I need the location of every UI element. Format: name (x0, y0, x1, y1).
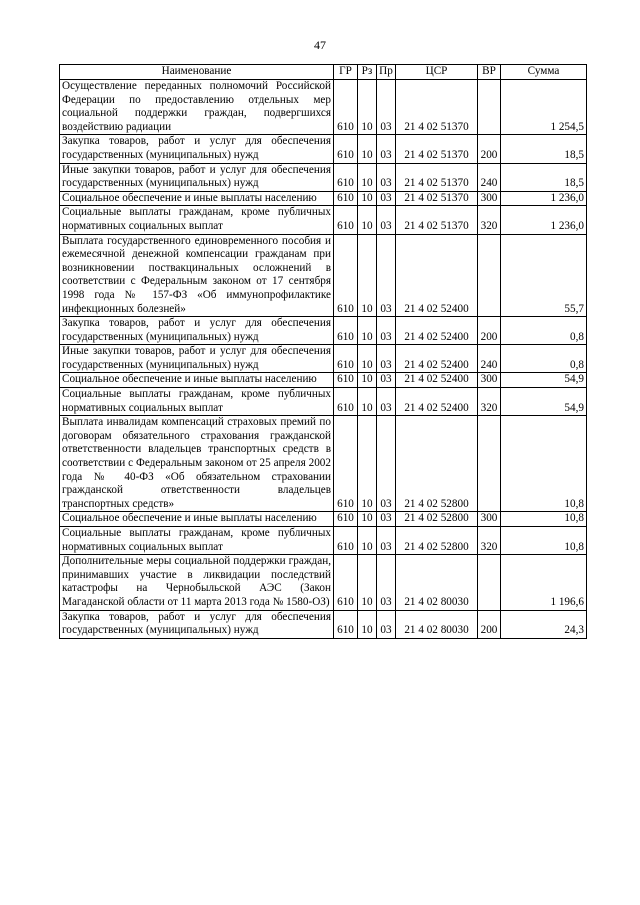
cell-pr: 03 (377, 388, 396, 416)
cell-sum: 18,5 (501, 135, 587, 163)
cell-name: Социальные выплаты гражданам, кроме публичных нормативных социальных выплат (60, 206, 334, 234)
cell-pr: 03 (377, 317, 396, 345)
cell-vr (478, 416, 501, 512)
cell-name: Иные закупки товаров, работ и услуг для обеспечения государственных (муниципальных) нужд (60, 345, 334, 373)
table-row (60, 512, 587, 527)
cell-sum: 18,5 (501, 163, 587, 191)
cell-vr: 300 (478, 191, 501, 206)
cell-gr: 610 (334, 234, 358, 317)
cell-pr: 03 (377, 80, 396, 135)
cell-csr: 21 4 02 51370 (396, 206, 478, 234)
cell-pr: 03 (377, 163, 396, 191)
cell-name: Выплата государственного единовременного пособия и ежемесячной денежной компенсации гражданам при возникновении поствакцинальных осложнений в соответствии с Федеральным законом от 17 сентября 1998 года № 157-ФЗ «Об иммунопрофилактике инфекционных болезней» (60, 234, 334, 317)
cell-vr: 200 (478, 610, 501, 638)
table-row (60, 610, 587, 638)
cell-sum: 1 196,6 (501, 555, 587, 610)
cell-vr (478, 80, 501, 135)
cell-pr: 03 (377, 191, 396, 206)
cell-csr: 21 4 02 52400 (396, 234, 478, 317)
table-row (60, 206, 587, 234)
cell-rz: 10 (358, 527, 377, 555)
table-body (60, 80, 587, 639)
budget-table (59, 64, 587, 639)
cell-gr: 610 (334, 317, 358, 345)
cell-gr: 610 (334, 135, 358, 163)
cell-csr: 21 4 02 52800 (396, 416, 478, 512)
cell-csr: 21 4 02 80030 (396, 555, 478, 610)
cell-csr: 21 4 02 80030 (396, 610, 478, 638)
cell-gr: 610 (334, 610, 358, 638)
cell-pr: 03 (377, 373, 396, 388)
cell-vr: 320 (478, 388, 501, 416)
cell-name: Социальное обеспечение и иные выплаты населению (60, 191, 334, 206)
cell-sum: 1 236,0 (501, 206, 587, 234)
cell-sum: 55,7 (501, 234, 587, 317)
cell-name: Социальное обеспечение и иные выплаты населению (60, 512, 334, 527)
cell-name: Закупка товаров, работ и услуг для обеспечения государственных (муниципальных) нужд (60, 317, 334, 345)
cell-rz: 10 (358, 135, 377, 163)
cell-gr: 610 (334, 388, 358, 416)
cell-name: Социальные выплаты гражданам, кроме публичных нормативных социальных выплат (60, 527, 334, 555)
cell-rz: 10 (358, 512, 377, 527)
cell-sum: 10,8 (501, 527, 587, 555)
cell-rz: 10 (358, 317, 377, 345)
cell-sum: 24,3 (501, 610, 587, 638)
cell-rz: 10 (358, 610, 377, 638)
cell-pr: 03 (377, 527, 396, 555)
cell-rz: 10 (358, 80, 377, 135)
cell-vr: 240 (478, 345, 501, 373)
cell-csr: 21 4 02 52400 (396, 388, 478, 416)
table-row (60, 135, 587, 163)
table-header-row (60, 65, 587, 80)
cell-pr: 03 (377, 610, 396, 638)
cell-vr: 200 (478, 135, 501, 163)
cell-pr: 03 (377, 345, 396, 373)
header-name: Наименование (60, 65, 334, 80)
cell-vr (478, 234, 501, 317)
cell-gr: 610 (334, 527, 358, 555)
table-row (60, 163, 587, 191)
header-gr: ГР (334, 65, 358, 80)
cell-pr: 03 (377, 234, 396, 317)
cell-sum: 54,9 (501, 373, 587, 388)
cell-vr: 200 (478, 317, 501, 345)
header-rz: Рз (358, 65, 377, 80)
cell-rz: 10 (358, 388, 377, 416)
cell-vr: 320 (478, 206, 501, 234)
cell-name: Социальные выплаты гражданам, кроме публичных нормативных социальных выплат (60, 388, 334, 416)
cell-rz: 10 (358, 373, 377, 388)
cell-sum: 1 254,5 (501, 80, 587, 135)
cell-vr (478, 555, 501, 610)
cell-csr: 21 4 02 51370 (396, 163, 478, 191)
cell-sum: 1 236,0 (501, 191, 587, 206)
cell-sum: 0,8 (501, 345, 587, 373)
cell-name: Выплата инвалидам компенсаций страховых премий по договорам обязательного страхования гражданской ответственности владельцев транспортных средств в соответствии с Федеральным законом от 25 апреля 2002 года № 40-ФЗ «Об обязательном страховании гражданской ответственности владельцев транспортных средств» (60, 416, 334, 512)
cell-gr: 610 (334, 555, 358, 610)
cell-rz: 10 (358, 234, 377, 317)
cell-pr: 03 (377, 206, 396, 234)
cell-name: Социальное обеспечение и иные выплаты населению (60, 373, 334, 388)
cell-rz: 10 (358, 163, 377, 191)
table-row (60, 345, 587, 373)
cell-gr: 610 (334, 373, 358, 388)
cell-pr: 03 (377, 555, 396, 610)
cell-gr: 610 (334, 206, 358, 234)
cell-rz: 10 (358, 555, 377, 610)
cell-vr: 240 (478, 163, 501, 191)
header-csr: ЦСР (396, 65, 478, 80)
cell-name: Закупка товаров, работ и услуг для обеспечения государственных (муниципальных) нужд (60, 610, 334, 638)
table-row (60, 191, 587, 206)
cell-name: Осуществление переданных полномочий Российской Федерации по предоставлению отдельных мер социальной поддержки граждан, подвергшихся воздействию радиации (60, 80, 334, 135)
cell-gr: 610 (334, 345, 358, 373)
cell-pr: 03 (377, 135, 396, 163)
table-row (60, 234, 587, 317)
cell-sum: 10,8 (501, 416, 587, 512)
cell-vr: 300 (478, 512, 501, 527)
header-vr: ВР (478, 65, 501, 80)
cell-vr: 320 (478, 527, 501, 555)
table-row (60, 388, 587, 416)
cell-csr: 21 4 02 52800 (396, 512, 478, 527)
cell-rz: 10 (358, 191, 377, 206)
table-row (60, 555, 587, 610)
cell-csr: 21 4 02 52400 (396, 373, 478, 388)
cell-gr: 610 (334, 80, 358, 135)
cell-csr: 21 4 02 52400 (396, 317, 478, 345)
cell-csr: 21 4 02 51370 (396, 191, 478, 206)
cell-csr: 21 4 02 51370 (396, 80, 478, 135)
cell-csr: 21 4 02 52400 (396, 345, 478, 373)
header-sum: Сумма (501, 65, 587, 80)
cell-rz: 10 (358, 206, 377, 234)
table-row (60, 80, 587, 135)
cell-csr: 21 4 02 52800 (396, 527, 478, 555)
cell-rz: 10 (358, 416, 377, 512)
cell-pr: 03 (377, 512, 396, 527)
table-row (60, 527, 587, 555)
cell-gr: 610 (334, 163, 358, 191)
cell-sum: 10,8 (501, 512, 587, 527)
page-number: 47 (314, 38, 326, 52)
cell-sum: 0,8 (501, 317, 587, 345)
cell-rz: 10 (358, 345, 377, 373)
cell-name: Иные закупки товаров, работ и услуг для обеспечения государственных (муниципальных) нужд (60, 163, 334, 191)
cell-name: Закупка товаров, работ и услуг для обеспечения государственных (муниципальных) нужд (60, 135, 334, 163)
cell-name: Дополнительные меры социальной поддержки граждан, принимавших участие в ликвидации последствий катастрофы на Чернобыльской АЭС (Закон Магаданской области от 11 марта 2013 года № 1580-ОЗ) (60, 555, 334, 610)
cell-sum: 54,9 (501, 388, 587, 416)
table-row (60, 373, 587, 388)
table-row (60, 416, 587, 512)
header-pr: Пр (377, 65, 396, 80)
table-row (60, 317, 587, 345)
cell-vr: 300 (478, 373, 501, 388)
cell-csr: 21 4 02 51370 (396, 135, 478, 163)
cell-pr: 03 (377, 416, 396, 512)
cell-gr: 610 (334, 191, 358, 206)
cell-gr: 610 (334, 512, 358, 527)
cell-gr: 610 (334, 416, 358, 512)
